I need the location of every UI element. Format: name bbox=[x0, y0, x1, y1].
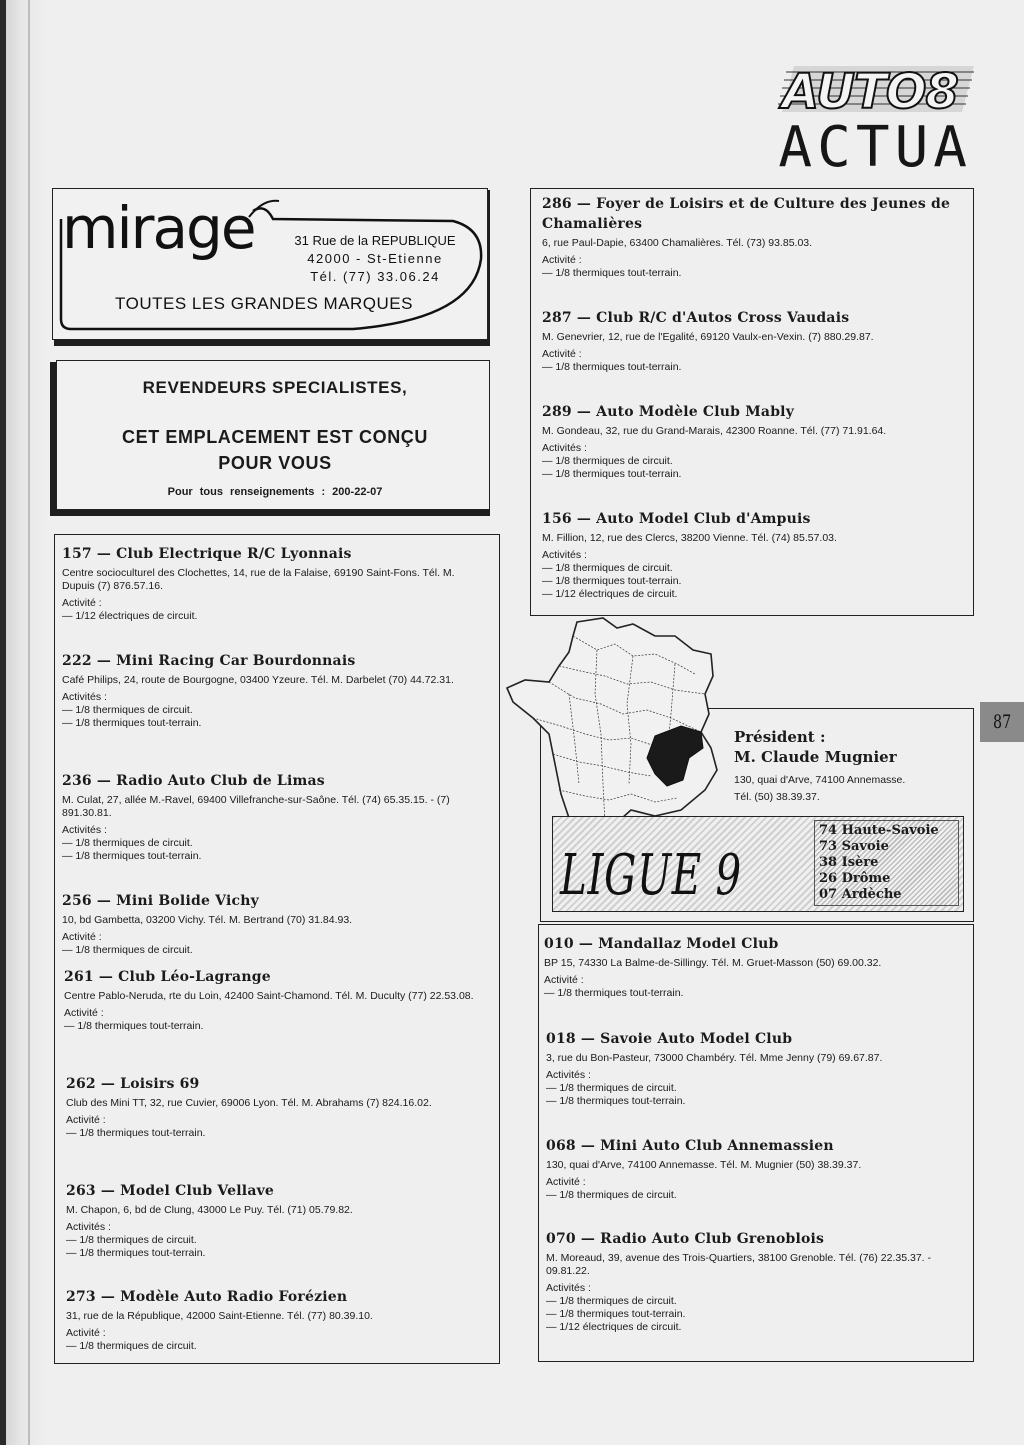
club-address: M. Culat, 27, allée M.-Ravel, 69400 Villefranche-sur-Saône. Tél. (74) 65.35.15. - (7) 891.30.81. bbox=[62, 794, 450, 819]
club-address: M. Genevrier, 12, rue de l'Egalité, 69120 Vaulx-en-Vexin. (7) 880.29.87. bbox=[542, 331, 874, 343]
activity-label: Activités : bbox=[546, 1069, 591, 1081]
club-activities bbox=[66, 1327, 486, 1353]
club-title: 262 — Loisirs 69 bbox=[66, 1076, 200, 1092]
department-item: 73 Savoie bbox=[819, 839, 889, 854]
activity-item: — 1/8 thermiques tout-terrain. bbox=[542, 468, 682, 480]
club-address: M. Fillion, 12, rue des Clercs, 38200 Vienne. Tél. (74) 85.57.03. bbox=[542, 532, 837, 544]
club-address: 3, rue du Bon-Pasteur, 73000 Chambéry. Tél. Mme Jenny (79) 69.67.87. bbox=[546, 1052, 883, 1064]
president-address: 130, quai d'Arve, 74100 Annemasse. bbox=[734, 774, 906, 786]
club-entry bbox=[62, 771, 484, 863]
activity-item: — 1/8 thermiques de circuit. bbox=[546, 1295, 677, 1307]
activity-label: Activités : bbox=[62, 691, 107, 703]
club-title: 261 — Club Léo-Lagrange bbox=[64, 969, 271, 985]
club-address: M. Moreaud, 39, avenue des Trois-Quartiers, 38100 Grenoble. Tél. (76) 22.35.37. - 09.81.22. bbox=[546, 1252, 932, 1277]
club-title: 068 — Mini Auto Club Annemassien bbox=[546, 1138, 834, 1154]
revendeurs-headline: REVENDEURS SPECIALISTES, bbox=[142, 378, 408, 397]
revendeurs-message bbox=[60, 424, 490, 476]
activity-item: — 1/8 thermiques de circuit. bbox=[546, 1189, 677, 1201]
activity-item: — 1/8 thermiques de circuit. bbox=[546, 1082, 677, 1094]
club-title: 256 — Mini Bolide Vichy bbox=[62, 893, 259, 909]
france-map-icon bbox=[505, 614, 735, 846]
club-title: 287 — Club R/C d'Autos Cross Vaudais bbox=[542, 310, 850, 326]
ligue-title: LIGUE 9 bbox=[560, 843, 742, 908]
club-entry bbox=[62, 651, 484, 730]
club-title: 286 — Foyer de Loisirs et de Culture des Jeunes de Chamalières bbox=[542, 196, 951, 232]
club-title: 263 — Model Club Vellave bbox=[66, 1183, 275, 1199]
club-address: M. Gondeau, 32, rue du Grand-Marais, 42300 Roanne. Tél. (77) 71.91.64. bbox=[542, 425, 887, 437]
activity-item: — 1/8 thermiques tout-terrain. bbox=[542, 361, 682, 373]
activity-item: — 1/8 thermiques de circuit. bbox=[62, 837, 193, 849]
club-activities bbox=[546, 1069, 966, 1108]
activity-item: — 1/8 thermiques tout-terrain. bbox=[542, 575, 682, 587]
mirage-address-line: Tél. (77) 33.06.24 bbox=[310, 269, 440, 284]
activity-item: — 1/12 électriques de circuit. bbox=[542, 588, 678, 600]
activity-label: Activité : bbox=[66, 1114, 106, 1126]
activity-label: Activités : bbox=[62, 824, 107, 836]
mirage-address-line: 31 Rue de la REPUBLIQUE bbox=[294, 233, 456, 248]
activity-label: Activités : bbox=[546, 1282, 591, 1294]
club-activities bbox=[546, 1282, 972, 1334]
club-address: 6, rue Paul-Dapie, 63400 Chamalières. Tél. (73) 93.85.03. bbox=[542, 237, 813, 249]
activity-item: — 1/8 thermiques de circuit. bbox=[62, 704, 193, 716]
activity-item: — 1/8 thermiques tout-terrain. bbox=[542, 267, 682, 279]
mirage-address bbox=[270, 232, 480, 286]
club-title: 273 — Modèle Auto Radio Forézien bbox=[66, 1289, 348, 1305]
president-label: Président : bbox=[734, 728, 826, 746]
revendeurs-contact: Pour tous renseignements : 200-22-07 bbox=[167, 486, 383, 498]
club-activities bbox=[66, 1114, 486, 1140]
club-activities bbox=[66, 1221, 486, 1260]
page-number bbox=[980, 702, 1024, 742]
club-title: 236 — Radio Auto Club de Limas bbox=[62, 773, 325, 789]
activity-item: — 1/8 thermiques tout-terrain. bbox=[64, 1020, 204, 1032]
club-activities bbox=[62, 824, 484, 863]
club-activities bbox=[62, 931, 484, 957]
club-title: 010 — Mandallaz Model Club bbox=[544, 936, 779, 952]
club-entry bbox=[546, 1029, 966, 1108]
club-address: Centre socioculturel des Clochettes, 14, rue de la Falaise, 69190 Saint-Fons. Tél. M. Dupuis (7) 876.57.16. bbox=[62, 567, 455, 592]
club-entry bbox=[542, 402, 962, 481]
club-address: 31, rue de la République, 42000 Saint-Etienne. Tél. (77) 80.39.10. bbox=[66, 1310, 373, 1322]
club-entry bbox=[66, 1181, 486, 1260]
activity-item: — 1/8 thermiques de circuit. bbox=[66, 1340, 197, 1352]
activity-item: — 1/12 électriques de circuit. bbox=[546, 1321, 682, 1333]
logo-text: AUTO8 bbox=[782, 64, 958, 120]
club-entry bbox=[546, 1136, 966, 1202]
activity-label: Activité : bbox=[546, 1176, 586, 1188]
club-entry bbox=[62, 891, 484, 957]
club-entry bbox=[62, 544, 484, 623]
club-entry bbox=[66, 1287, 486, 1353]
club-title: 222 — Mini Racing Car Bourdonnais bbox=[62, 653, 356, 669]
activity-label: Activités : bbox=[66, 1221, 111, 1233]
page-number-text: 87 bbox=[992, 711, 1012, 733]
club-entry bbox=[542, 308, 962, 374]
section-title: ACTUA bbox=[778, 115, 972, 180]
mirage-brand: mirage bbox=[62, 194, 255, 262]
club-activities bbox=[64, 1007, 486, 1033]
club-activities bbox=[542, 442, 962, 481]
department-item: 38 Isère bbox=[819, 855, 879, 870]
club-address: M. Chapon, 6, bd de Clung, 43000 Le Puy. Tél. (71) 05.79.82. bbox=[66, 1204, 353, 1216]
activity-label: Activité : bbox=[544, 974, 584, 986]
club-title: 157 — Club Electrique R/C Lyonnais bbox=[62, 546, 352, 562]
mirage-tagline: TOUTES LES GRANDES MARQUES bbox=[115, 294, 413, 313]
ligue-departments bbox=[814, 820, 959, 906]
activity-label: Activité : bbox=[62, 597, 102, 609]
club-address: Club des Mini TT, 32, rue Cuvier, 69006 Lyon. Tél. M. Abrahams (7) 824.16.02. bbox=[66, 1097, 432, 1109]
activity-item: — 1/12 électriques de circuit. bbox=[62, 610, 198, 622]
activity-label: Activités : bbox=[542, 549, 587, 561]
activity-label: Activité : bbox=[64, 1007, 104, 1019]
club-title: 070 — Radio Auto Club Grenoblois bbox=[546, 1231, 825, 1247]
activity-item: — 1/8 thermiques de circuit. bbox=[66, 1234, 197, 1246]
club-activities bbox=[62, 691, 484, 730]
activity-item: — 1/8 thermiques tout-terrain. bbox=[544, 987, 684, 999]
mirage-address-line: 42000 - St-Etienne bbox=[307, 251, 443, 266]
club-entry bbox=[66, 1074, 486, 1140]
auto8-logo bbox=[768, 58, 978, 120]
club-activities bbox=[544, 974, 964, 1000]
president-name: M. Claude Mugnier bbox=[734, 748, 897, 766]
activity-item: — 1/8 thermiques de circuit. bbox=[542, 562, 673, 574]
president-phone: Tél. (50) 38.39.37. bbox=[734, 791, 820, 803]
club-entry bbox=[542, 194, 962, 280]
club-entry bbox=[544, 934, 964, 1000]
club-activities bbox=[62, 597, 484, 623]
club-activities bbox=[542, 348, 962, 374]
activity-item: — 1/8 thermiques de circuit. bbox=[542, 455, 673, 467]
activity-item: — 1/8 thermiques tout-terrain. bbox=[62, 850, 202, 862]
club-activities bbox=[546, 1176, 966, 1202]
activity-label: Activité : bbox=[542, 254, 582, 266]
club-entry bbox=[542, 509, 962, 601]
club-address: BP 15, 74330 La Balme-de-Sillingy. Tél. M. Gruet-Masson (50) 69.00.32. bbox=[544, 957, 882, 969]
page-binding-edge bbox=[0, 0, 46, 1445]
department-item: 07 Ardèche bbox=[819, 887, 902, 902]
club-title: 156 — Auto Model Club d'Ampuis bbox=[542, 511, 811, 527]
club-entry bbox=[546, 1229, 972, 1334]
activity-label: Activité : bbox=[62, 931, 102, 943]
club-activities bbox=[542, 549, 962, 601]
club-address: 10, bd Gambetta, 03200 Vichy. Tél. M. Bertrand (70) 31.84.93. bbox=[62, 914, 353, 926]
activity-item: — 1/8 thermiques tout-terrain. bbox=[66, 1247, 206, 1259]
activity-label: Activités : bbox=[542, 442, 587, 454]
activity-item: — 1/8 thermiques tout-terrain. bbox=[66, 1127, 206, 1139]
activity-label: Activité : bbox=[542, 348, 582, 360]
activity-item: — 1/8 thermiques tout-terrain. bbox=[546, 1308, 686, 1320]
club-address: 130, quai d'Arve, 74100 Annemasse. Tél. M. Mugnier (50) 38.39.37. bbox=[546, 1159, 862, 1171]
activity-item: — 1/8 thermiques tout-terrain. bbox=[62, 717, 202, 729]
department-item: 26 Drôme bbox=[819, 871, 891, 886]
club-address: Centre Pablo-Neruda, rte du Loin, 42400 Saint-Chamond. Tél. M. Duculty (77) 22.53.08. bbox=[64, 990, 474, 1002]
activity-item: — 1/8 thermiques de circuit. bbox=[62, 944, 193, 956]
club-title: 018 — Savoie Auto Model Club bbox=[546, 1031, 793, 1047]
activity-label: Activité : bbox=[66, 1327, 106, 1339]
revendeurs-line: CET EMPLACEMENT EST CONÇU bbox=[121, 427, 428, 447]
club-activities bbox=[542, 254, 962, 280]
club-address: Café Philips, 24, route de Bourgogne, 03400 Yzeure. Tél. M. Darbelet (70) 44.72.31. bbox=[62, 674, 454, 686]
department-item: 74 Haute-Savoie bbox=[819, 823, 939, 838]
club-entry bbox=[64, 967, 486, 1033]
club-title: 289 — Auto Modèle Club Mably bbox=[542, 404, 795, 420]
revendeurs-line: POUR VOUS bbox=[218, 453, 332, 473]
activity-item: — 1/8 thermiques tout-terrain. bbox=[546, 1095, 686, 1107]
president-contact bbox=[734, 772, 905, 806]
